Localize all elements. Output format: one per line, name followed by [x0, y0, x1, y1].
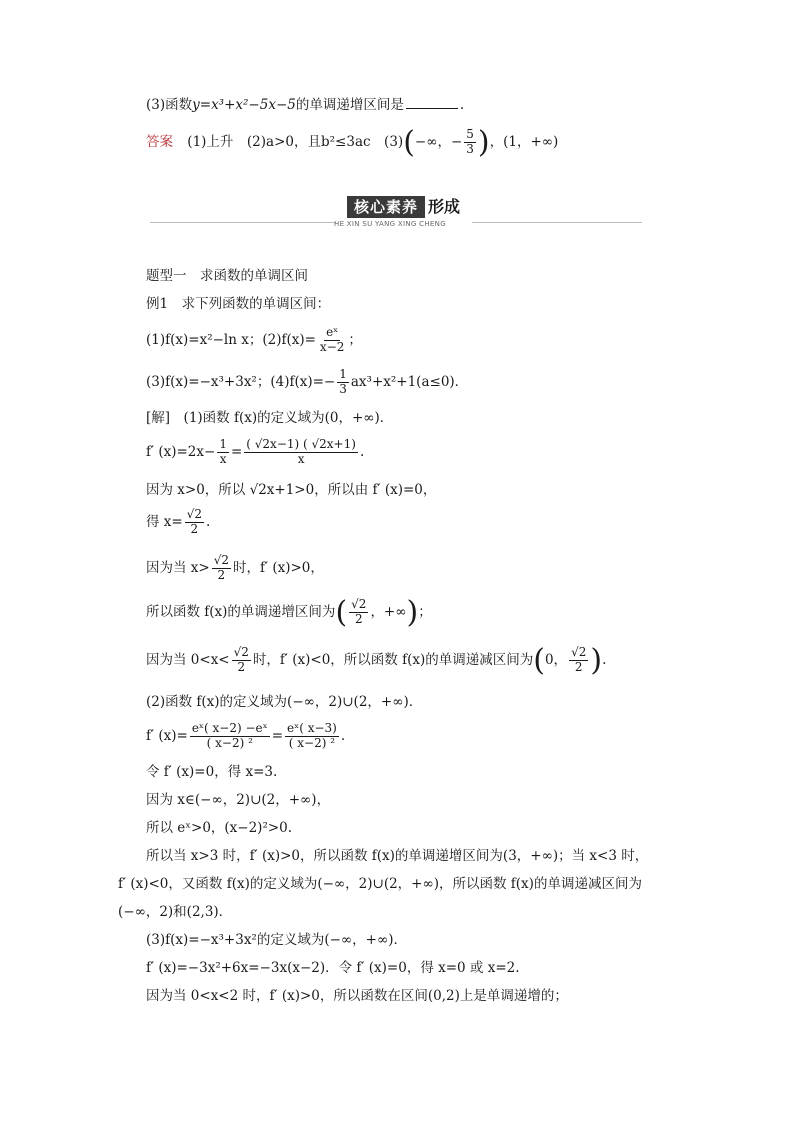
fraction: $\frac{\text{eˣ( x−2) −eˣ}}{\text{( x−2) ²}}$ [191, 721, 268, 750]
q3-function: y=x³+x²−5x−5 [192, 97, 296, 113]
solution-18: 因为当 0<x<2 时，f′ (x)>0，所以函数在区间(0,2)上是单调递增的； [146, 988, 568, 1004]
solution-15: (−∞，2)和(2,3)． [118, 904, 233, 920]
fraction: $\frac{√2}{2}$ [213, 553, 229, 582]
banner-title: 形成 [428, 197, 461, 216]
solution-14: f′ (x)<0，又函数 f(x)的定义域为(−∞，2)∪(2，+∞)，所以函数 f(x)的单调递减区间为 [118, 876, 642, 892]
fraction: $\frac{√2}{2}$ [233, 645, 249, 674]
solution-8: (2)函数 f(x)的定义域为(−∞，2)∪(2，+∞)． [146, 694, 423, 710]
solution-2: f′ (x)=2x− $\frac{1}{x}$ = $\frac{( √2x-1) ( √2x+1)}{x}$ . [146, 437, 365, 466]
solution-1: [解] (1)函数 f(x)的定义域为(0，+∞)． [146, 410, 394, 426]
example-line-1: (1)f(x)=x²−ln x；(2)f(x)= $\frac{\text{eˣ}}{x-2}$ ； [146, 325, 362, 354]
solution-11: 因为 x∈(−∞，2)∪(2，+∞)， [146, 792, 331, 808]
fraction: $\frac{√2}{2}$ [351, 597, 367, 626]
fraction: $\frac{√2}{2}$ [571, 645, 587, 674]
solution-9: f′ (x)= $\frac{\text{eˣ( x−2) −eˣ}}{\text{( x−2) ²}}$ = $\frac{\text{eˣ( x−3)}}{\text{( x−2) ²}}$ . [146, 721, 346, 750]
question-3: (3)函数y=x³+x²−5x−5的单调递增区间是 . [146, 97, 465, 113]
fraction: $\frac{( √2x-1) ( √2x+1)}{x}$ [246, 437, 356, 466]
answer-text: (1)上升 (2)a>0，且b²≤3ac (3) [187, 133, 404, 150]
solution-4: 得 x= $\frac{√2}{2}$ . [146, 507, 211, 536]
solution-3: 因为 x>0，所以 √2x+1>0，所以由 f′ (x)=0， [146, 482, 437, 498]
solution-17: f′ (x)=−3x²+6x=−3x(x−2)．令 f′ (x)=0，得 x=0 或 x=2. [146, 960, 520, 976]
answer-blank [406, 96, 458, 109]
solution-6: 所以函数 f(x)的单调递增区间为( $\frac{√2}{2}$ ，+∞)； [146, 594, 432, 630]
banner-rule-right [472, 222, 642, 223]
answer-line: 答案 (1)上升 (2)a>0，且b²≤3ac (3)(−∞，− $\frac{5}{3}$ )，(1，+∞) [146, 124, 559, 160]
solution-13: 所以当 x>3 时，f′ (x)>0，所以函数 f(x)的单调递增区间为(3，+∞)；当 x<3 时， [146, 848, 649, 864]
fraction: $\frac{1}{x}$ [219, 437, 227, 466]
solution-7: 因为当 0<x< $\frac{√2}{2}$ 时，f′ (x)<0，所以函数 f(x)的单调递减区间为(0， $\frac{√2}{2}$ ). [146, 642, 607, 678]
fraction: $\frac{√2}{2}$ [186, 507, 202, 536]
example-title: 例1 求下列函数的单调区间： [146, 296, 331, 312]
section-banner [0, 196, 794, 230]
banner-pinyin: HE XIN SU YANG XING CHENG [334, 220, 446, 228]
answer-fraction: $\frac{5}{3}$ [466, 127, 474, 156]
fraction: $\frac{1}{3}$ [339, 367, 347, 396]
answer-label: 答案 [146, 133, 173, 150]
type-title: 题型一 求函数的单调区间 [146, 268, 308, 284]
banner-badge: 核心素养 [347, 196, 425, 218]
solution-10: 令 f′ (x)=0，得 x=3. [146, 764, 278, 780]
banner-rule-left [150, 222, 336, 223]
solution-12: 所以 eˣ>0，(x−2)²>0. [146, 820, 293, 836]
solution-16: (3)f(x)=−x³+3x²的定义域为(−∞，+∞)． [146, 932, 407, 948]
fraction: $\frac{\text{eˣ}}{x-2}$ [319, 325, 345, 354]
solution-label: [解] [146, 410, 171, 426]
fraction: $\frac{\text{eˣ( x−3)}}{\text{( x−2) ²}}$ [287, 721, 337, 750]
solution-5: 因为当 x> $\frac{√2}{2}$ 时，f′ (x)>0， [146, 553, 324, 582]
example-line-2: (3)f(x)=−x³+3x²；(4)f(x)=− $\frac{1}{3}$ ax³+x²+1(a≤0)． [146, 367, 469, 396]
